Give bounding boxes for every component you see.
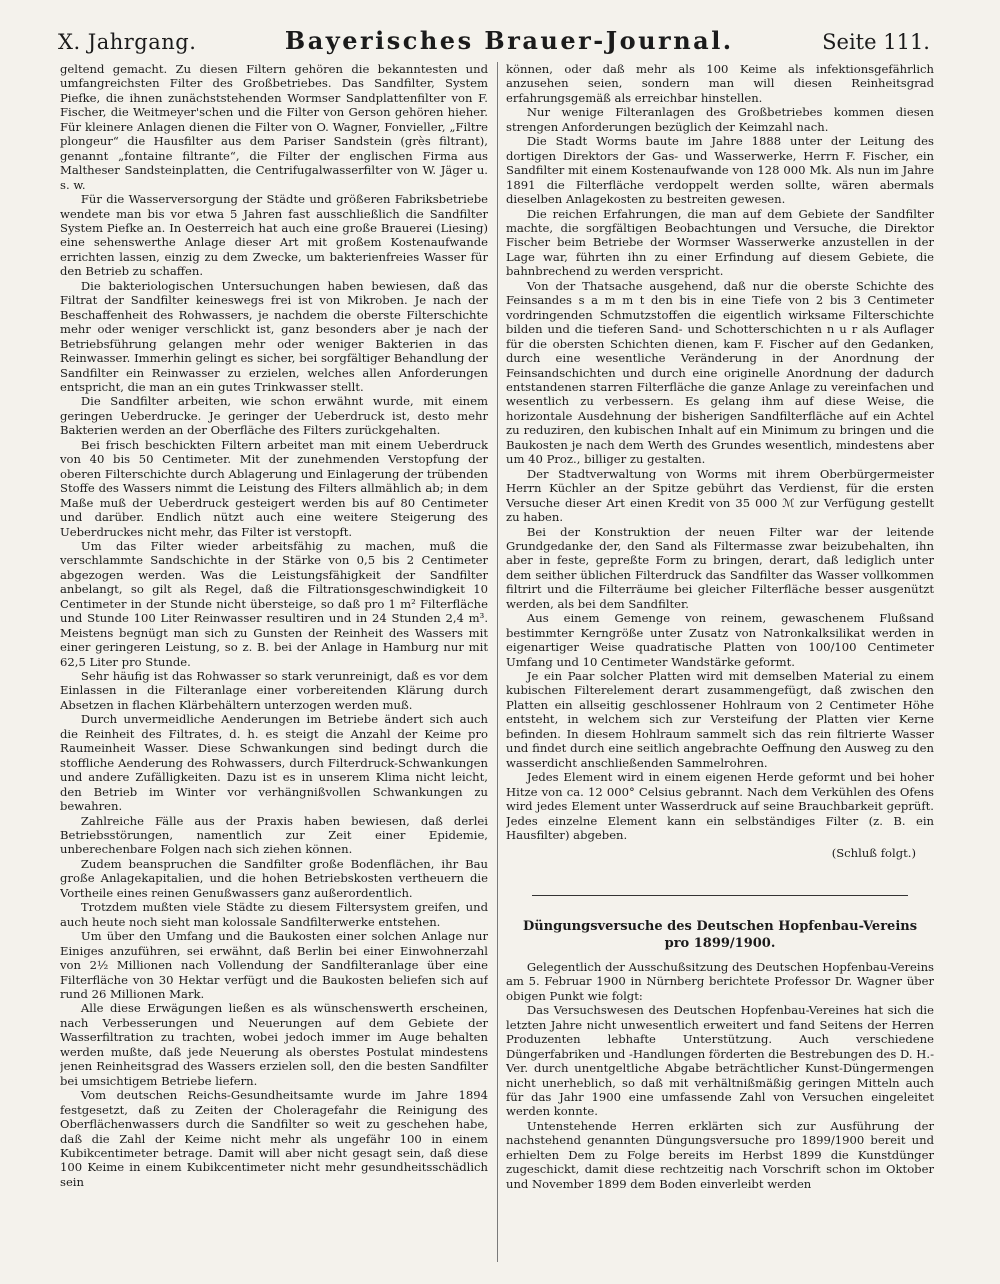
paragraph: Für die Wasserversorgung der Städte und größeren Fabriksbetriebe wendete man bis vor etwa 5 Jahren fast ausschließlich die Sandfilter System Piefke an. In Oesterreich hat auch eine große Brauerei (Liesing) eine sehenswerthe Anlage dieser Art mit großem Kostenaufwande errichten lassen, einzig zu dem Zwecke, um bakterienfreies Wasser für den Betrieb zu schaffen. bbox=[60, 192, 488, 279]
paragraph: Zudem beanspruchen die Sandfilter große Bodenflächen, ihr Bau große Anlagekapitalien, und die hohen Betriebskosten vertheuern die Vortheile eines reinen Genußwassers ganz außerordentlich. bbox=[60, 856, 488, 900]
paragraph: Der Stadtverwaltung von Worms mit ihrem Oberbürgermeister Herrn Küchler an der Spitze gebührt das Verdienst, für die ersten Versuche dieser Art einen Kredit von 35 000 ℳ zur Verfügung gestellt zu haben. bbox=[506, 466, 934, 525]
paragraph: Alle diese Erwägungen ließen es als wünschenswerth erscheinen, nach Verbesserungen und Neuerungen auf dem Gebiete der Wasserfiltration zu trachten, wobei jedoch immer im Auge behalten werden mußte, daß jede Neuerung als oberstes Postulat mindestens jenen Reinheitsgrad des Wassers erzielen soll, den die besten Sandfilter bei umsichtigem Betriebe liefern. bbox=[60, 1001, 488, 1088]
continued-note: (Schluß folgt.) bbox=[831, 846, 916, 861]
paragraph: Um über den Umfang und die Baukosten einer solchen Anlage nur Einiges anzuführen, sei erwähnt, daß Berlin bei einer Einwohnerzahl von 2½ Millionen nach Vollendung der Sandfilteranlage über eine Filterfläche von 30 Hektar verfügt und die Baukosten beliefen sich auf rund 26 Millionen Mark. bbox=[60, 929, 488, 1001]
paragraph: Durch unvermeidliche Aenderungen im Betriebe ändert sich auch die Reinheit des Filtrates, d. h. es steigt die Anzahl der Keime pro Raumeinheit Wasser. Diese Schwankungen sind bedingt durch die stoffliche Aenderung des Rohwassers, durch Filterdruck-Schwankungen und andere Zufälligkeiten. Dazu ist es in unserem Klima nicht leicht, den Betrieb im Winter vor verhängnißvollen Schwankungen zu bewahren. bbox=[60, 712, 488, 814]
paragraph: Vom deutschen Reichs-Gesundheitsamte wurde im Jahre 1894 festgesetzt, daß zu Zeiten der Choleragefahr die Reinigung des Oberflächenwassers durch die Sandfilter so weit zu geschehen habe, daß die Zahl der Keime nicht mehr als ungefähr 100 in einem Kubikcentimeter betrage. Damit will aber nicht gesagt sein, daß diese 100 Keime in einem Kubikcentimeter nicht mehr gesundheitsschädlich sein bbox=[60, 1088, 488, 1189]
article-separator bbox=[532, 895, 908, 896]
paragraph: Sehr häufig ist das Rohwasser so stark verunreinigt, daß es vor dem Einlassen in die Filteranlage einer vorbereitenden Klärung durch Absetzen in flachen Klärbehältern unterzogen werden muß. bbox=[60, 669, 488, 712]
article-paragraph: Untenstehende Herren erklärten sich zur Ausführung der nachstehend genannten Düngungsversuche pro 1899/1900 bereit und erhielten Dem zu Folge bereits im Herbst 1899 die Kunstdünger zugeschickt, damit diese rechtzeitig nach Vorschrift schon im Oktober und November 1899 dem Boden einverleibt werden bbox=[506, 1118, 934, 1191]
paragraph: können, oder daß mehr als 100 Keime als infektionsgefährlich anzusehen seien, sondern man will diesen Reinheitsgrad erfahrungsgemäß als erreichbar hinstellen. bbox=[506, 62, 934, 105]
article-title-line2: pro 1899/1900. bbox=[664, 935, 776, 951]
volume-label: X. Jahrgang. bbox=[58, 30, 197, 54]
right-column bbox=[506, 62, 934, 1262]
left-column bbox=[60, 62, 488, 1262]
paragraph: Bei frisch beschickten Filtern arbeitet man mit einem Ueberdruck von 40 bis 50 Centimeter. Mit der zunehmenden Verstopfung der oberen Filterschichte durch Ablagerung und Einlagerung der trübenden Stoffe des Wassers nimmt die Leistung des Filters allmählich ab; in dem Maße muß der Ueberdruck gesteigert werden bis auf 80 Centimeter und darüber. Endlich nützt auch eine weitere Steigerung des Ueberdruckes nicht mehr, das Filter ist verstopft. bbox=[60, 437, 488, 539]
paragraph: Die Stadt Worms baute im Jahre 1888 unter der Leitung des dortigen Direktors der Gas- und Wasserwerke, Herrn F. Fischer, ein Sandfilter mit einem Kostenaufwande von 128 000 Mk. Als nun im Jahre 1891 die Filterfläche verdoppelt werden sollte, wären abermals dieselben Anlagekosten zu bestreiten gewesen. bbox=[506, 134, 934, 207]
paragraph: Aus einem Gemenge von reinem, gewaschenem Flußsand bestimmter Kerngröße unter Zusatz von Natronkalksilikat werden in eigenartiger Weise quadratische Platten von 100/100 Centimeter Umfang und 10 Centimeter Wandstärke geformt. bbox=[506, 611, 934, 669]
paragraph: Die Sandfilter arbeiten, wie schon erwähnt wurde, mit einem geringen Ueberdrucke. Je geringer der Ueberdruck ist, desto mehr Bakterien werden an der Oberfläche des Filters zurückgehalten. bbox=[60, 394, 488, 438]
paragraph: Die reichen Erfahrungen, die man auf dem Gebiete der Sandfilter machte, die sorgfältigen Beobachtungen und Versuche, die Direktor Fischer beim Betriebe der Wormser Wasserwerke anzustellen in der Lage war, führten ihn zu einer Erfindung auf diesem Gebiete, die bahnbrechend zu werden verspricht. bbox=[506, 206, 934, 279]
page-number: Seite 111. bbox=[822, 30, 930, 54]
paragraph: Zahlreiche Fälle aus der Praxis haben bewiesen, daß derlei Betriebsstörungen, namentlich zur Zeit einer Epidemie, unberechenbare Folgen nach sich ziehen können. bbox=[60, 813, 488, 857]
article-paragraph: Das Versuchswesen des Deutschen Hopfenbau-Vereines hat sich die letzten Jahre nicht unwesentlich erweitert und fand Seitens der Herren Produzenten lebhafte Unterstützung. Auch verschiedene Düngerfabriken und -Handlungen förderten die Bestrebungen des D. H.-Ver. durch unentgeltliche Abgabe beträchtlicher Kunst-Düngermengen nicht unerheblich, so daß mit verhältnißmäßig geringen Mitteln auch für das Jahr 1900 eine umfassende Zahl von Versuchen eingeleitet werden konnte. bbox=[506, 1003, 934, 1119]
journal-title: Bayerisches Brauer-Journal. bbox=[284, 26, 734, 55]
paragraph: geltend gemacht. Zu diesen Filtern gehören die bekanntesten und umfangreichsten Filter des Großbetriebes. Das Sandfilter, System Piefke, die ihnen zunächststehenden Wormser Sandplattenfilter von F. Fischer, die Weitmeyer'schen und die Filter von Gerson gehören hieher. Für kleinere Anlagen dienen die Filter von O. Wagner, Fonvieller, „Filtre plongeur“ die Hausfilter aus dem Pariser Sandstein (grès filtrant), genannt „fontaine filtrante“, die Filter der englischen Firma aus Maltheser Sandsteinplatten, die Centrifugalwasserfilter von W. Jäger u. s. w. bbox=[60, 62, 488, 192]
column-divider bbox=[497, 62, 498, 1262]
paragraph: Je ein Paar solcher Platten wird mit demselben Material zu einem kubischen Filterelement derart zusammengefügt, daß zwischen den Platten ein allseitig geschlossener Hohlraum von 2 Centimeter Höhe entsteht, in welchem sich zur Versteifung der Platten vier Kerne befinden. In diesem Hohlraum sammelt sich das rein filtrierte Wasser und findet durch eine seitlich angebrachte Oeffnung den Ausweg zu den wasserdicht anschließenden Sammelrohren. bbox=[506, 669, 934, 770]
article-title-line1: Düngungsversuche des Deutschen Hopfenbau-Vereins bbox=[522, 918, 918, 934]
paragraph: Jedes Element wird in einem eigenen Herde geformt und bei hoher Hitze von ca. 12 000° Celsius gebrannt. Nach dem Verkühlen des Ofens wird jedes Element unter Wasserdruck auf seine Brauchbarkeit geprüft. Jedes einzelne Element kann ein selbständiges Filter (z. B. ein Hausfilter) abgeben. bbox=[506, 770, 934, 843]
paragraph: Bei der Konstruktion der neuen Filter war der leitende Grundgedanke der, den Sand als Filtermasse zwar beizubehalten, ihn aber in feste, gepreßte Form zu bringen, derart, daß lediglich unter dem seither üblichen Filterdruck das Sandfilter das Wasser vollkommen filtrirt und die Filterräume bei gleicher Filterfläche besser ausgenützt werden, als bei dem Sandfilter. bbox=[506, 524, 934, 611]
paragraph: Von der Thatsache ausgehend, daß nur die oberste Schichte des Feinsandes s a m m t den bis in eine Tiefe von 2 bis 3 Centimeter vordringenden Schmutzstoffen die eigentlich wirksame Filterschichte bilden und die tieferen Sand- und Schotterschichten n u r als Auflager für die obersten Schichten dienen, kam F. Fischer auf den Gedanken, durch eine wesentliche Veränderung in der Anordnung der Feinsandschichten und durch eine originelle Anordnung der dadurch entstandenen starren Filterfläche die ganze Anlage zu vereinfachen und wesentlich zu verbessern. Es gelang ihm auf diese Weise, die horizontale Ausdehnung der bisherigen Sandfilterfläche auf ein Achtel zu reduziren, den kubischen Inhalt auf ein Minimum zu bringen und die Baukosten je nach dem Werth des Grundes wesentlich, mindestens aber um 40 Proz., billiger zu gestalten. bbox=[506, 278, 934, 467]
article-title bbox=[506, 918, 934, 952]
article-paragraph: Gelegentlich der Ausschußsitzung des Deutschen Hopfenbau-Vereins am 5. Februar 1900 in Nürnberg berichtete Professor Dr. Wagner über obigen Punkt wie folgt: bbox=[506, 959, 934, 1003]
paragraph: Um das Filter wieder arbeitsfähig zu machen, muß die verschlammte Sandschichte in der Stärke von 0,5 bis 2 Centimeter abgezogen werden. Was die Leistungsfähigkeit der Sandfilter anbelangt, so gilt als Regel, daß die Filtrationsgeschwindigkeit 10 Centimeter in der Stunde nicht übersteige, so daß pro 1 m² Filterfläche und Stunde 100 Liter Reinwasser resultiren und in 24 Stunden 2,4 m³. Meistens begnügt man sich zu Gunsten der Reinheit des Wassers mit einer geringeren Leistung, so z. B. bei der Anlage in Hamburg nur mit 62,5 Liter pro Stunde. bbox=[60, 538, 488, 669]
page-header bbox=[58, 26, 930, 56]
paragraph: Die bakteriologischen Untersuchungen haben bewiesen, daß das Filtrat der Sandfilter keineswegs frei ist von Mikroben. Je nach der Beschaffenheit des Rohwassers, je nachdem die oberste Filterschichte mehr oder weniger verschlickt ist, ganz besonders aber je nach der Betriebsführung gelangen mehr oder weniger Bakterien in das Reinwasser. Immerhin gelingt es sicher, bei sorgfältiger Behandlung der Sandfilter ein Reinwasser zu erzielen, welches allen Anforderungen entspricht, die man an ein gutes Trinkwasser stellt. bbox=[60, 278, 488, 394]
paragraph: Nur wenige Filteranlagen des Großbetriebes kommen diesen strengen Anforderungen bezüglich der Keimzahl nach. bbox=[506, 105, 934, 134]
paragraph: Trotzdem mußten viele Städte zu diesem Filtersystem greifen, und auch heute noch sieht man kolossale Sandfilterwerke entstehen. bbox=[60, 900, 488, 929]
